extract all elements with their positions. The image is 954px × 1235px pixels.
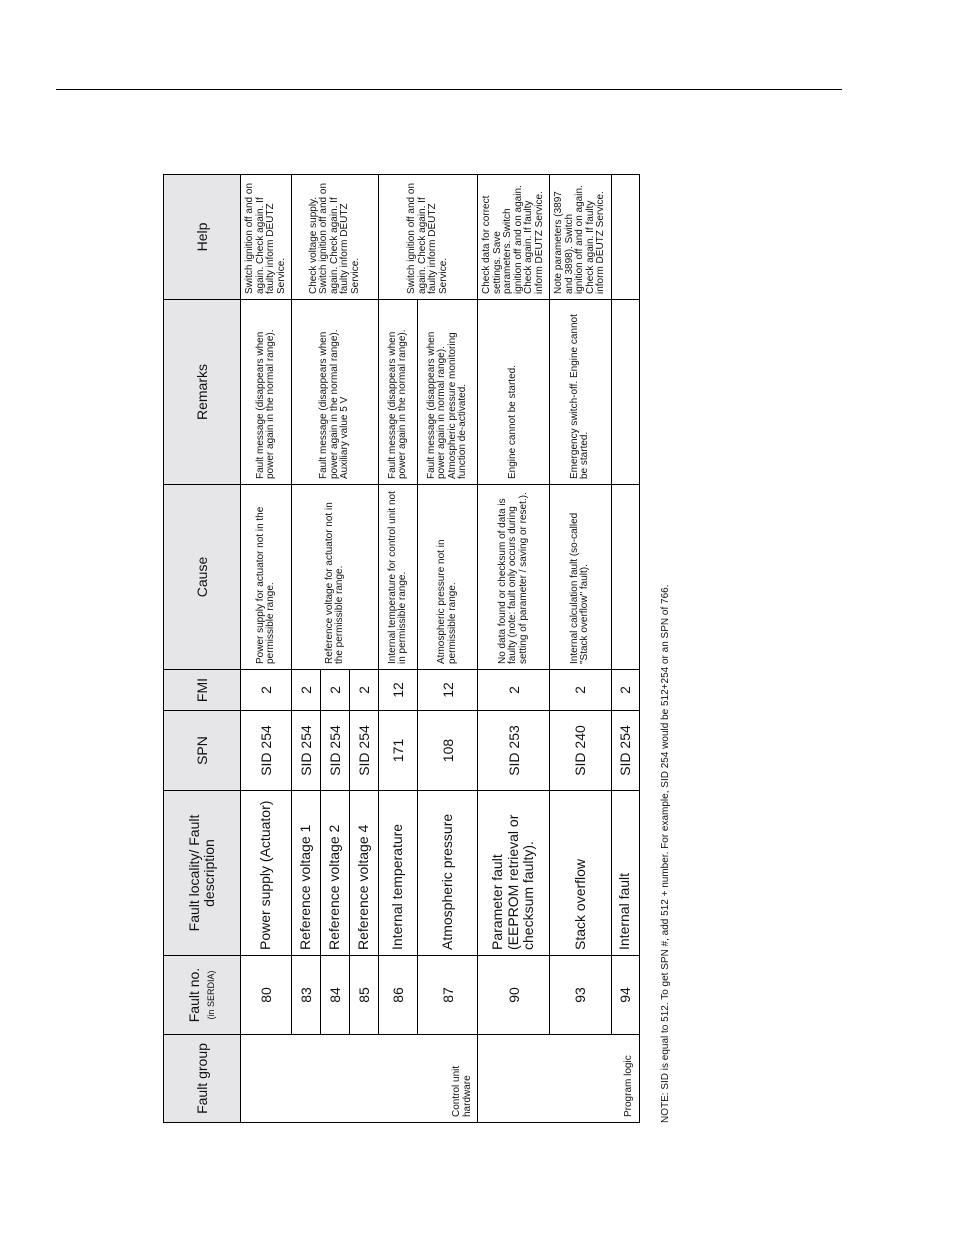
- header-fault-description: Fault locality/ Fault description: [164, 791, 241, 956]
- help: Note parameters (3897 and 3898). Switch ignition off and on again. Check again. If faulty inform DEUTZ Service.: [550, 175, 612, 300]
- remarks: [611, 300, 639, 485]
- help: [611, 175, 639, 300]
- header-spn: SPN: [164, 711, 241, 791]
- table-row: [418, 175, 478, 1123]
- remarks: Engine cannot be started.: [478, 300, 550, 485]
- spn: SID 254: [350, 711, 379, 791]
- fmi: 12: [379, 670, 418, 711]
- spn: SID 254: [321, 711, 350, 791]
- fault-no: 84: [321, 956, 350, 1035]
- table-row: [611, 175, 639, 1123]
- table-row: [241, 175, 292, 1123]
- spn: SID 254: [292, 711, 321, 791]
- cause: Power supply for actuator not in the permissible range.: [241, 485, 292, 670]
- spn: SID 254: [611, 711, 639, 791]
- fmi: 2: [478, 670, 550, 711]
- fault-no: 85: [350, 956, 379, 1035]
- header-fault-group: Fault group: [164, 1035, 241, 1123]
- fault-no: 93: [550, 956, 612, 1035]
- spn: SID 253: [478, 711, 550, 791]
- fault-no: 83: [292, 956, 321, 1035]
- fault-no: 80: [241, 956, 292, 1035]
- fmi: 2: [350, 670, 379, 711]
- cause: Internal temperature for control unit not in permissible range.: [379, 485, 418, 670]
- fault-table: [163, 174, 640, 1123]
- remarks: Fault message (disappears when power again in the normal range).: [241, 300, 292, 485]
- fault-desc: Atmospheric pressure: [418, 791, 478, 956]
- remarks: Fault message (disappears when power again in normal range). Atmospheric pressure monitoring function de-activated.: [418, 300, 478, 485]
- fault-no: 87: [418, 956, 478, 1035]
- rotated-table-container: [163, 175, 637, 1123]
- remarks: Fault message (disappears when power again in the normal range).: [379, 300, 418, 485]
- header-rule: [56, 89, 842, 90]
- table-row: [478, 175, 550, 1123]
- fmi: 2: [241, 670, 292, 711]
- fault-desc: Internal temperature: [379, 791, 418, 956]
- header-cause: Cause: [164, 485, 241, 670]
- cause: No data found or checksum of data is faulty (note: fault only occurs during setting of parameter / saving or reset.).: [478, 485, 550, 670]
- remarks: Fault message (disappears when power again in the normal range). Auxiliary value 5 V: [292, 300, 379, 485]
- header-help: Help: [164, 175, 241, 300]
- fault-desc: Power supply (Actuator): [241, 791, 292, 956]
- help: Check data for correct settings. Save parameters. Switch ignition off and on again. Check again. If faulty inform DEUTZ Service.: [478, 175, 550, 300]
- remarks: Emergency switch-off. Engine cannot be started.: [550, 300, 612, 485]
- header-fmi: FMI: [164, 670, 241, 711]
- cause: Internal calculation fault (so-called "Stack overflow" fault).: [550, 485, 612, 670]
- table-row: [292, 175, 321, 1123]
- spn: SID 254: [241, 711, 292, 791]
- help: Switch ignition off and on again. Check again. If faulty inform DEUTZ Service.: [241, 175, 292, 300]
- fault-desc: Internal fault: [611, 791, 639, 956]
- fault-group-program-logic: Program logic: [478, 1035, 640, 1123]
- cause: Atmospheric pressure not in permissible range.: [418, 485, 478, 670]
- spn: 108: [418, 711, 478, 791]
- fmi: 12: [418, 670, 478, 711]
- fault-group-control-unit: Control unit hardware: [241, 1035, 478, 1123]
- help: Check voltage supply. Switch ignition off and on again. Check again. If faulty inform DEUTZ Service.: [292, 175, 379, 300]
- fault-no: 90: [478, 956, 550, 1035]
- fmi: 2: [611, 670, 639, 711]
- fault-no: 86: [379, 956, 418, 1035]
- fault-desc: Reference voltage 2: [321, 791, 350, 956]
- fault-desc: Reference voltage 1: [292, 791, 321, 956]
- help: Switch ignition off and on again. Check again. If faulty inform DEUTZ Service.: [379, 175, 478, 300]
- header-remarks: Remarks: [164, 300, 241, 485]
- cause: Reference voltage for actuator not in the permissible range.: [292, 485, 379, 670]
- cause: [611, 485, 639, 670]
- fault-desc: Stack overflow: [550, 791, 612, 956]
- footnote: NOTE: SID is equal to 512. To get SPN #, add 512 + number. For example, SID 254 would be 512+254 or an SPN of 766.: [660, 584, 671, 1123]
- fmi: 2: [321, 670, 350, 711]
- header-fault-no: Fault no. (in SERDIA): [164, 956, 241, 1035]
- spn: 171: [379, 711, 418, 791]
- fault-desc: Reference voltage 4: [350, 791, 379, 956]
- fault-no: 94: [611, 956, 639, 1035]
- header-fault-no-sub: (in SERDIA): [206, 970, 216, 1020]
- table-row: [379, 175, 418, 1123]
- fault-desc: Parameter fault (EEPROM retrieval or checksum faulty).: [478, 791, 550, 956]
- fmi: 2: [292, 670, 321, 711]
- fmi: 2: [550, 670, 612, 711]
- spn: SID 240: [550, 711, 612, 791]
- table-row: [550, 175, 612, 1123]
